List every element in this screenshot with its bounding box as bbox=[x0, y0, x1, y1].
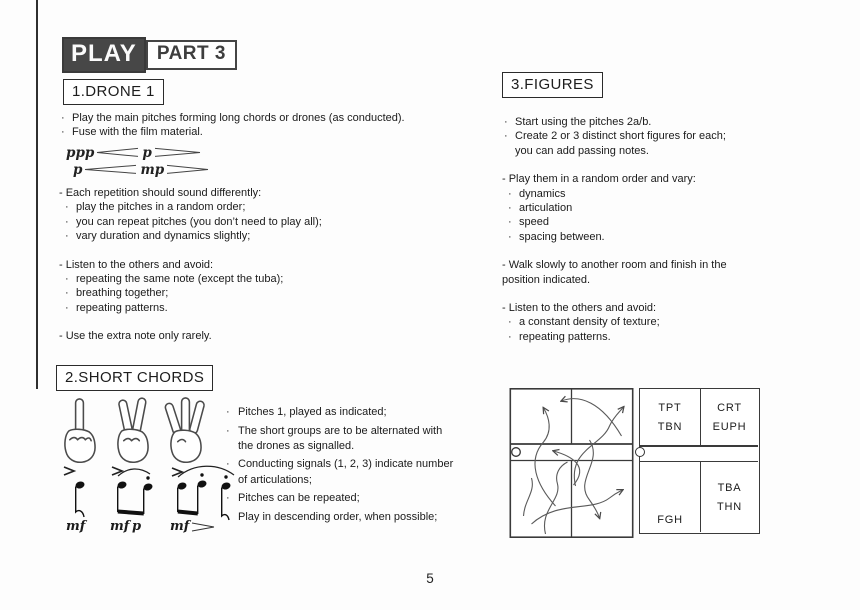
list-item: · spacing between. bbox=[502, 230, 727, 244]
dynamic-mark: p bbox=[142, 144, 152, 161]
notation-group-2 bbox=[106, 464, 164, 536]
two-finger-hand-icon bbox=[109, 396, 156, 466]
page-number: 5 bbox=[426, 571, 434, 586]
quadrant-bottom-left bbox=[640, 462, 700, 532]
list-item: · repeating the same note (except the tuba); bbox=[59, 272, 322, 286]
text-line: position indicated. bbox=[502, 273, 591, 286]
list-item bbox=[224, 510, 464, 525]
list-item: · vary duration and dynamics slightly; bbox=[59, 229, 322, 243]
instrument-position-panel bbox=[639, 388, 760, 534]
conducting-hand-signs bbox=[56, 396, 209, 466]
dynamic-mark: mp bbox=[140, 161, 165, 178]
list-item: · speed bbox=[502, 215, 727, 229]
instrument-label: TPT bbox=[658, 401, 682, 414]
instrument-label: EUPH bbox=[712, 420, 747, 433]
page-edge-artifact bbox=[36, 0, 38, 389]
text-line: · Pitches 1, played as indicated; bbox=[238, 405, 464, 420]
list-item: · play the pitches in a random order; bbox=[59, 200, 322, 214]
dynamic-mark: p bbox=[132, 519, 142, 534]
dynamics-row bbox=[66, 144, 212, 161]
title-part-box: PART 3 bbox=[146, 40, 237, 70]
staccato-dot bbox=[200, 473, 203, 476]
accent-icon bbox=[64, 467, 74, 475]
dynamic-mark: mf bbox=[110, 519, 130, 534]
text-line: - Play them in a random order and vary: bbox=[502, 173, 696, 186]
staccato-dot bbox=[146, 476, 149, 479]
list-item: · dynamics bbox=[502, 187, 727, 201]
list-item: · repeating patterns. bbox=[59, 301, 322, 315]
list-item: · breathing together; bbox=[59, 286, 322, 300]
dynamic-mark: mf bbox=[170, 519, 190, 534]
instrument-label: FGH bbox=[657, 514, 683, 526]
text-line: - Each repetition should sound differently: bbox=[59, 187, 262, 199]
drone-instructions bbox=[59, 186, 322, 344]
section-drone-heading: 1.DRONE 1 bbox=[63, 79, 164, 105]
quadrant-bottom-right bbox=[701, 462, 758, 532]
drone-intro bbox=[59, 111, 405, 140]
list-item: · Start using the pitches 2a/b. bbox=[502, 115, 727, 129]
short-chord-notation bbox=[58, 464, 242, 536]
title-play-box: PLAY bbox=[62, 37, 146, 73]
dynamic-mark: mf bbox=[66, 519, 86, 534]
text-line: - Listen to the others and avoid: bbox=[502, 302, 657, 315]
text-line: · Fuse with the film material. bbox=[59, 125, 405, 139]
text-line: · Pitches can be repeated; bbox=[238, 491, 464, 506]
text-line: · Conducting signals (1, 2, 3) indicate number bbox=[238, 457, 464, 472]
room-plan bbox=[509, 388, 760, 538]
slur-icon bbox=[118, 469, 150, 476]
list-item bbox=[224, 491, 464, 506]
instrument-label: TBA bbox=[717, 481, 742, 494]
list-item: · articulation bbox=[502, 201, 727, 215]
dynamic-mark: p bbox=[73, 161, 83, 178]
list-item: · repeating patterns. bbox=[502, 330, 727, 344]
crescendo-hairpin-icon bbox=[84, 164, 138, 175]
movement-map-panel bbox=[509, 388, 634, 538]
quadrant-top-right bbox=[701, 389, 758, 445]
text-line: - Use the extra note only rarely. bbox=[59, 330, 212, 343]
text-line: - Listen to the others and avoid: bbox=[59, 258, 214, 271]
instrument-label: TBN bbox=[657, 420, 683, 433]
one-finger-hand-icon bbox=[56, 396, 103, 466]
list-item bbox=[224, 457, 464, 487]
start-position-marker bbox=[635, 447, 645, 457]
notation-group-1 bbox=[58, 464, 104, 536]
text-line: · The short groups are to be alternated with bbox=[238, 424, 464, 439]
start-position-marker bbox=[512, 448, 521, 457]
figures-instructions bbox=[502, 115, 727, 344]
quadrant-top-left bbox=[640, 389, 700, 445]
three-finger-hand-icon bbox=[162, 396, 209, 466]
instrument-label: THN bbox=[716, 500, 742, 513]
list-item bbox=[224, 424, 464, 454]
list-item: · you can repeat pitches (you don’t need to play all); bbox=[59, 215, 322, 229]
text-line: · Play in descending order, when possible; bbox=[238, 510, 464, 525]
list-item: · Create 2 or 3 distinct short figures for each; bbox=[502, 129, 727, 143]
text-line: the drones as signalled. bbox=[238, 439, 355, 452]
text-line: - Walk slowly to another room and finish in the bbox=[502, 259, 727, 272]
section-figures-heading: 3.FIGURES bbox=[502, 72, 603, 98]
dynamics-row bbox=[66, 161, 212, 178]
text-line: you can add passing notes. bbox=[515, 144, 649, 157]
instrument-label: CRT bbox=[717, 401, 742, 414]
decrescendo-hairpin-icon bbox=[166, 164, 210, 175]
decrescendo-hairpin-icon bbox=[154, 147, 202, 158]
short-chords-list bbox=[224, 405, 464, 528]
decrescendo-hairpin-icon bbox=[192, 523, 214, 531]
dynamic-mark: ppp bbox=[66, 144, 95, 161]
list-item bbox=[224, 405, 464, 420]
page-title bbox=[62, 37, 237, 73]
list-item: · a constant density of texture; bbox=[502, 315, 727, 329]
text-line: of articulations; bbox=[238, 473, 312, 486]
section-short-chords-heading: 2.SHORT CHORDS bbox=[56, 365, 213, 391]
crescendo-hairpin-icon bbox=[96, 147, 140, 158]
dynamics-hairpins bbox=[66, 144, 212, 178]
corridor-top-line bbox=[640, 445, 758, 447]
text-line: · Play the main pitches forming long chords or drones (as conducted). bbox=[59, 111, 405, 125]
